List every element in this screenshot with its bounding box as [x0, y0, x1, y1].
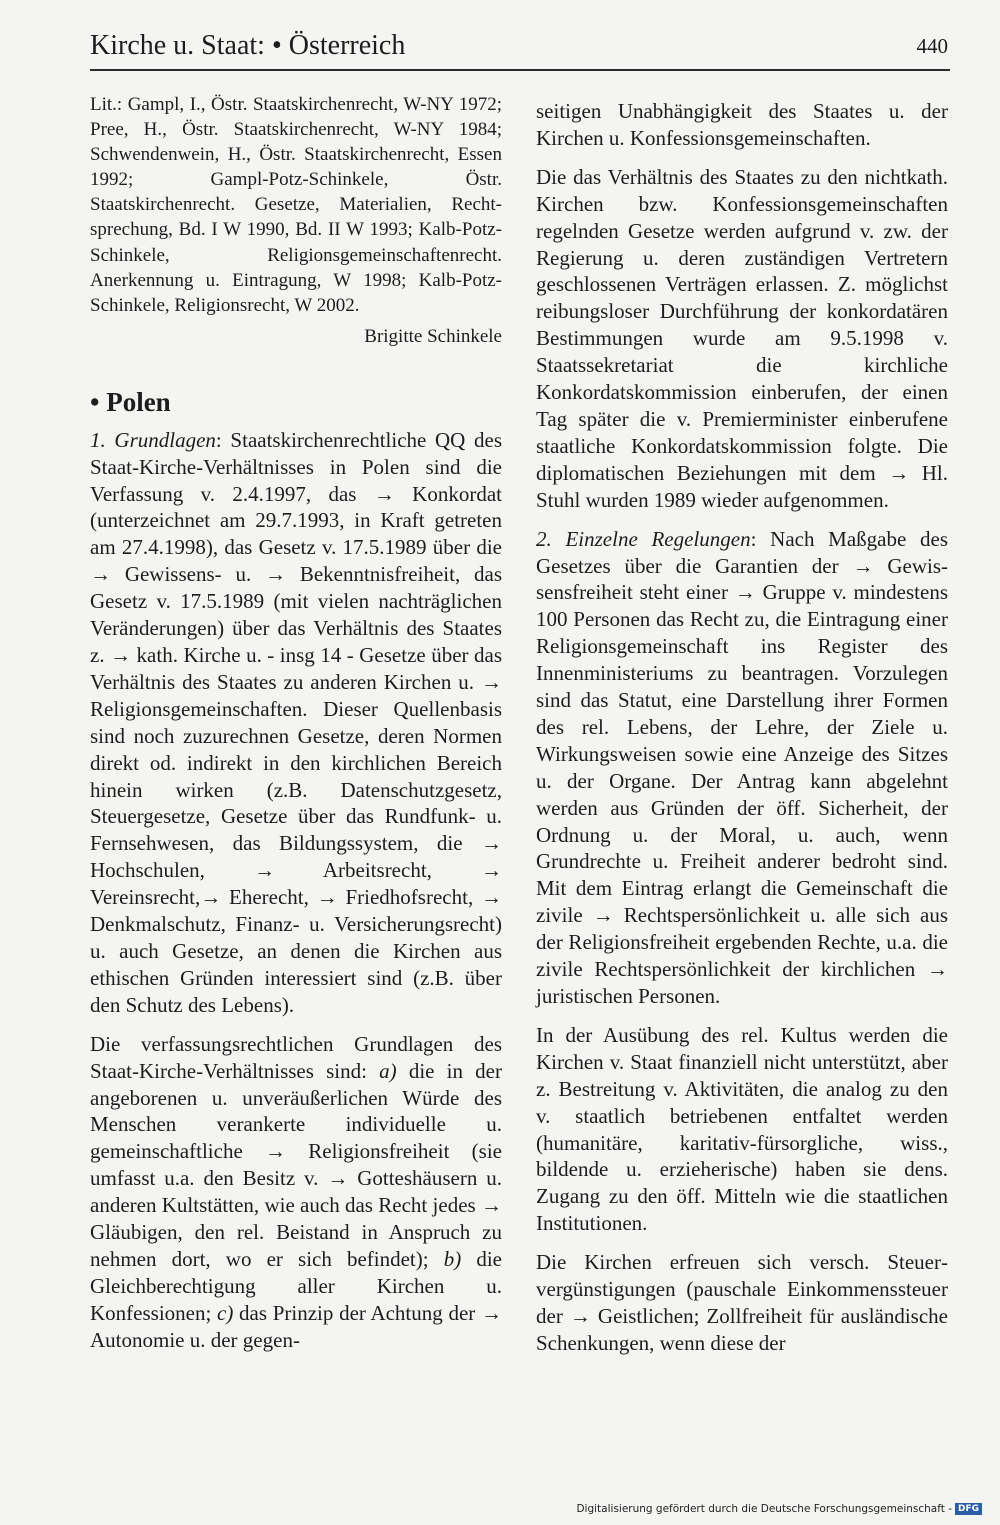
paragraph-gesetze: Die das Verhältnis des Staates zu den nichtkath. Kirchen bzw. Konfessionsgemeinschaften regelnden Gesetze werden aufgrund v. zw. der Regierung u. deren zuständigen Vertretern geschlossenen Verträgen erlassen. Z. möglichst reibungsloser Durchführung der konkordatären Bestimmungen wurde am 9.5.1998 v. Staatssekretariat die kirchliche Konkordatskommission einberufen, der einen Tag später die v. Premierminister einberufene staatliche Konkordatskommission folgte. Die diplomatischen Beziehungen mit dem → Hl. Stuhl wurden 1989 wieder aufgenommen. [536, 164, 948, 512]
credit-text: Digitalisierung gefördert durch die Deutsche Forschungsgemeinschaft - [576, 1503, 952, 1515]
page-number: 440 [916, 34, 948, 58]
digitization-credit [576, 1503, 982, 1515]
paragraph-verfassung [90, 1031, 502, 1354]
paragraph-continuation: seitigen Unabhängigkeit des Staates u. der Kirchen u. Konfessionsgemeinschaften. [536, 99, 948, 150]
dfg-logo-icon: DFG [955, 1503, 982, 1515]
subsection-lead: 1. Grundlagen [90, 427, 216, 452]
paragraph-text: die Gleichberechtigung aller Kirchen u. Konfessionen; [90, 1246, 502, 1325]
literature-references: Lit.: Gampl, I., Östr. Staatskirchenrecht, W-NY 1972; Pree, H., Östr. Staatskirchenrecht, W-NY 1984; Schwendenwein, H., Östr. Staatskirchenrecht, Essen 1992; Gampl-Potz-Schinkele, Östr. Staatskirchenrecht. Gesetze, Materialien, Rechtsprechung, Bd. I W 1990, Bd. II W 1993; Kalb-Potz-Schinkele, Religionsgemeinschaftenrecht. Anerkennung u. Eintragung, W 1998; Kalb-Potz-Schinkele, Religionsrecht, W 2002. [90, 94, 502, 316]
running-title: Kirche u. Staat: • Österreich [90, 30, 406, 61]
section-heading: • Polen [90, 386, 171, 417]
paragraph-text: : Nach Maßgabe des Gesetzes über die Garantien der → Gewissensfreiheit steht einer → Gruppe v. mindestens 100 Personen das Recht zu, die Eintragung einer Religionsgemeinschaft ins Register des Innenministeriums zu beantragen. Vorzulegen sind das Statut, eine Darstellung ihrer Formen des rel. Lebens, der Lehre, der Ziele u. Wirkungsweisen sowie eine Anzeige des Sitzes u. der Organe. Der Antrag kann abgelehnt werden aus Gründen der öff. Sicherheit, der Ordnung u. der Moral, u. auch, wenn Grundrechte u. Freiheit anderer bedroht sind. Mit dem Eintrag erlangt die Gemeinschaft die zivile → Rechtspersönlichkeit u. alle sich aus der Religionsfreiheit ergebenden Rechte, u.a. die zivile Rechtspersönlichkeit der kirchlichen → juristischen Personen. [536, 526, 948, 1008]
right-column [536, 98, 948, 1369]
paragraph-text: die in der angeborenen u. unveräußerlichen Würde des Menschen verankerte individuelle u. gemeinschaftliche → Religionsfreiheit (sie umfasst u.a. den Besitz v. → Gotteshäusern u. anderen Kultstätten, wie auch das Recht jedes → Gläubigen, den rel. Beistand in Anspruch zu nehmen dort, wo er sich befindet); [90, 1058, 502, 1271]
header-rule [90, 69, 950, 71]
subsection-lead: 2. Einzelne Regelungen [536, 526, 751, 551]
paragraph-text: das Prinzip der Achtung der → Autonomie u. der gegen- [90, 1300, 502, 1352]
article-author: Brigitte Schinkele [364, 325, 502, 347]
paragraph-steuer: Die Kirchen erfreuen sich versch. Steuervergünstigungen (pauschale Einkommenssteuer der → Geistlichen; Zollfreiheit für ausländische Schenkungen, wenn diese der [536, 1250, 948, 1355]
running-header [90, 28, 948, 70]
enum-marker: a) [379, 1058, 397, 1083]
enum-marker: c) [217, 1300, 234, 1325]
paragraph-text: : Staatskirchenrechtliche QQ des Staat-Kirche-Verhältnisses in Polen sind die Verfassung v. 2.4.1997, das → Konkordat (unterzeichnet am 29.7.1993, in Kraft getreten am 27.4.1998), das Gesetz v. 17.5.1989 über die → Gewissens- u. → Bekenntnisfreiheit, das Gesetz v. 17.5.1989 (mit vielen nachträglichen Veränderungen) über das Verhältnis des Staates z. → kath. Kirche u. - insg 14 - Gesetze über das Verhältnis des Staates zu anderen Kirchen u. → Religionsgemeinschaften. Dieser Quellenbasis sind noch zuzurechnen Gesetze, deren Normen direkt od. indirekt in den kirchlichen Bereich hinein wirken (z.B. Datenschutzgesetz, Steuergesetze, Gesetze über das Rundfunk- u. Fernsehwesen, das Bildungssystem, die → Hochschulen, → Arbeitsrecht, → Vereinsrecht,→ Eherecht, → Friedhofsrecht, → Denkmalschutz, Finanz- u. Versicherungsrecht) u. auch Gesetze, an denen die Kirchen aus ethischen Gründen interessiert sind (z.B. über den Schutz des Lebens). [90, 427, 502, 1017]
paragraph-grundlagen [90, 427, 502, 1019]
enum-marker: b) [443, 1246, 462, 1271]
left-column [90, 92, 502, 1366]
paragraph-regelungen [536, 526, 948, 1010]
paragraph-kultus: In der Ausübung des rel. Kultus werden die Kirchen v. Staat finanziell nicht unterstützt, aber z. Bestreitung v. Aktivitäten, die analog zu den v. staatlich betriebenen entfaltet werden (humanitäre, karitativ-fürsorgliche, wiss., bildende u. erzieherische) haben sie dens. Zugang zu den öff. Mitteln wie die staatlichen Institutionen. [536, 1022, 948, 1236]
paragraph-text: Die verfassungsrechtlichen Grundlagen des Staat-Kirche-Verhältnisses sind: [90, 1031, 502, 1083]
